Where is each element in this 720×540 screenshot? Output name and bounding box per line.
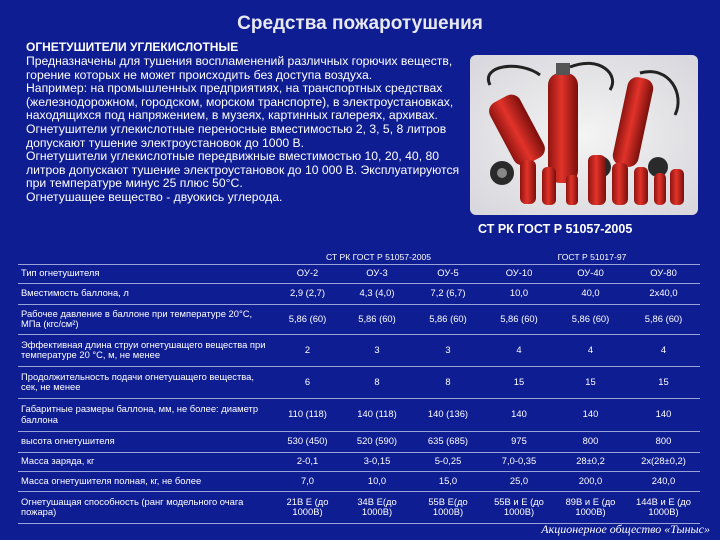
table-cell-value: 2,9 (2,7) (273, 283, 342, 304)
intro-paragraph: Огнетушители углекислотные передвижные вместимостью 10, 20, 40, 80 литров допускают тушение электроустановок до 10 000 В. Эксплуатируются при температуре минус 25 плюс 50°С. (26, 149, 460, 191)
table-cell-value: 5,86 (60) (342, 304, 412, 334)
table-cell-value: 4,3 (4,0) (342, 283, 412, 304)
table-cell-parameter: Габаритные размеры баллона, мм, не более: диаметр баллона (18, 398, 273, 431)
table-cell-value: 7,2 (6,7) (412, 283, 484, 304)
table-cell-value: 89В и Е (до 1000В) (554, 491, 627, 523)
table-cell-value: 140 (627, 398, 700, 431)
table-row (18, 366, 700, 398)
table-cell-value: 520 (590) (342, 431, 412, 452)
table-cell-parameter: Масса заряда, кг (18, 452, 273, 471)
company-footer: Акционерное общество «Тыныс» (541, 522, 710, 536)
table-row (18, 452, 700, 471)
table-cell-value: 34В Е(до 1000В) (342, 491, 412, 523)
table-cell-value: ОУ-10 (484, 264, 554, 283)
table-cell-value: ОУ-2 (273, 264, 342, 283)
table-cell-value: ОУ-40 (554, 264, 627, 283)
table-row (18, 431, 700, 452)
table-cell-value: 4 (484, 334, 554, 366)
table-cell-value: 140 (484, 398, 554, 431)
table-cell-value: 40,0 (554, 283, 627, 304)
specs-table (18, 250, 700, 524)
table-cell-value: ОУ-80 (627, 264, 700, 283)
table-cell-value: 28±0,2 (554, 452, 627, 471)
table-row (18, 491, 700, 523)
table-cell-value: 8 (342, 366, 412, 398)
table-cell-value: 635 (685) (412, 431, 484, 452)
table-cell-parameter: Масса огнетушителя полная, кг, не более (18, 471, 273, 491)
table-group-header: СТ РК ГОСТ Р 51057-2005 (273, 250, 484, 264)
table-row (18, 264, 700, 283)
table-cell-parameter: Продолжительность подачи огнетушащего вещества, сек, не менее (18, 366, 273, 398)
table-cell-parameter: Огнетушащая способность (ранг модельного очага пожара) (18, 491, 273, 523)
table-cell-value: 8 (412, 366, 484, 398)
table-cell-value: 5,86 (60) (627, 304, 700, 334)
table-cell-value: 5,86 (60) (554, 304, 627, 334)
table-row (18, 334, 700, 366)
table-group-header: ГОСТ Р 51017-97 (484, 250, 700, 264)
table-cell-value: 5,86 (60) (412, 304, 484, 334)
table-cell-value: 140 (554, 398, 627, 431)
table-cell-value: 3 (412, 334, 484, 366)
table-cell-value: 10,0 (484, 283, 554, 304)
table-cell-value: 530 (450) (273, 431, 342, 452)
table-cell-value: 6 (273, 366, 342, 398)
table-cell-value: 240,0 (627, 471, 700, 491)
table-cell-value: 15 (484, 366, 554, 398)
table-cell-value: 200,0 (554, 471, 627, 491)
table-row (18, 398, 700, 431)
intro-paragraph: Предназначены для тушения воспламенений различных горючих веществ, горение которых не может происходить без доступа воздуха. (26, 54, 453, 82)
table-cell-value: 15,0 (412, 471, 484, 491)
extinguishers-photo (470, 55, 698, 215)
table-cell-value: 15 (627, 366, 700, 398)
table-cell-parameter: Рабочее давление в баллоне при температуре 20°С, МПа (кгс/см²) (18, 304, 273, 334)
intro-paragraph: Например: на промышленных предприятиях, на транспортных средствах (железнодорожном, городском, морском транспорте), в электроустановках, находящихся под напряжением, в музеях, картинных галереях, архивах. (26, 81, 454, 123)
table-cell-value: ОУ-5 (412, 264, 484, 283)
table-cell-parameter: Эффективная длина струи огнетушащего вещества при температуре 20 °С, м, не менее (18, 334, 273, 366)
table-cell-value: 800 (627, 431, 700, 452)
table-cell-value: 55В и Е (до 1000В) (484, 491, 554, 523)
table-cell-value: 55В Е(до 1000В) (412, 491, 484, 523)
table-cell-value: ОУ-3 (342, 264, 412, 283)
table-cell-value: 5,86 (60) (273, 304, 342, 334)
table-row (18, 283, 700, 304)
table-cell-value: 140 (136) (412, 398, 484, 431)
table-row (18, 471, 700, 491)
table-cell-value: 975 (484, 431, 554, 452)
table-row (18, 304, 700, 334)
table-cell-value: 7,0 (273, 471, 342, 491)
table-cell-value: 2-0,1 (273, 452, 342, 471)
table-cell-value: 15 (554, 366, 627, 398)
extinguishers-illustration (470, 55, 698, 215)
table-cell-parameter: высота огнетушителя (18, 431, 273, 452)
intro-paragraph: Огнетушащее вещество - двуокись углерода. (26, 189, 283, 204)
table-cell-value: 2х(28±0,2) (627, 452, 700, 471)
table-cell-parameter: Вместимость баллона, л (18, 283, 273, 304)
table-cell-value: 3 (342, 334, 412, 366)
table-cell-value: 4 (627, 334, 700, 366)
intro-paragraph: Огнетушители углекислотные переносные вместимостью 2, 3, 5, 8 литров допускают тушение электроустановок до 1000 В. (26, 121, 447, 150)
table-body (18, 264, 700, 523)
table-cell-value: 2 (273, 334, 342, 366)
table-cell-value: 4 (554, 334, 627, 366)
table-cell-value: 2х40,0 (627, 283, 700, 304)
table-cell-value: 10,0 (342, 471, 412, 491)
table-cell-value: 800 (554, 431, 627, 452)
table-group-header-row (18, 250, 700, 264)
table-cell-value: 25,0 (484, 471, 554, 491)
table-cell-value: 7,0-0,35 (484, 452, 554, 471)
table-cell-value: 3-0,15 (342, 452, 412, 471)
table-cell-value: 144В и Е (до 1000В) (627, 491, 700, 523)
table-cell-value: 110 (118) (273, 398, 342, 431)
intro-text (26, 55, 466, 205)
table-cell-value: 21В Е (до 1000В) (273, 491, 342, 523)
page-title: Средства пожаротушения (237, 13, 483, 34)
table-cell-value: 5,86 (60) (484, 304, 554, 334)
table-cell-value: 140 (118) (342, 398, 412, 431)
table-cell-value: 5-0,25 (412, 452, 484, 471)
table-cell-parameter: Тип огнетушителя (18, 264, 273, 283)
section-subtitle: ОГНЕТУШИТЕЛИ УГЛЕКИСЛОТНЫЕ (26, 40, 239, 54)
standard-reference: СТ РК ГОСТ Р 51057-2005 (478, 222, 633, 236)
table-header-blank (18, 250, 273, 264)
